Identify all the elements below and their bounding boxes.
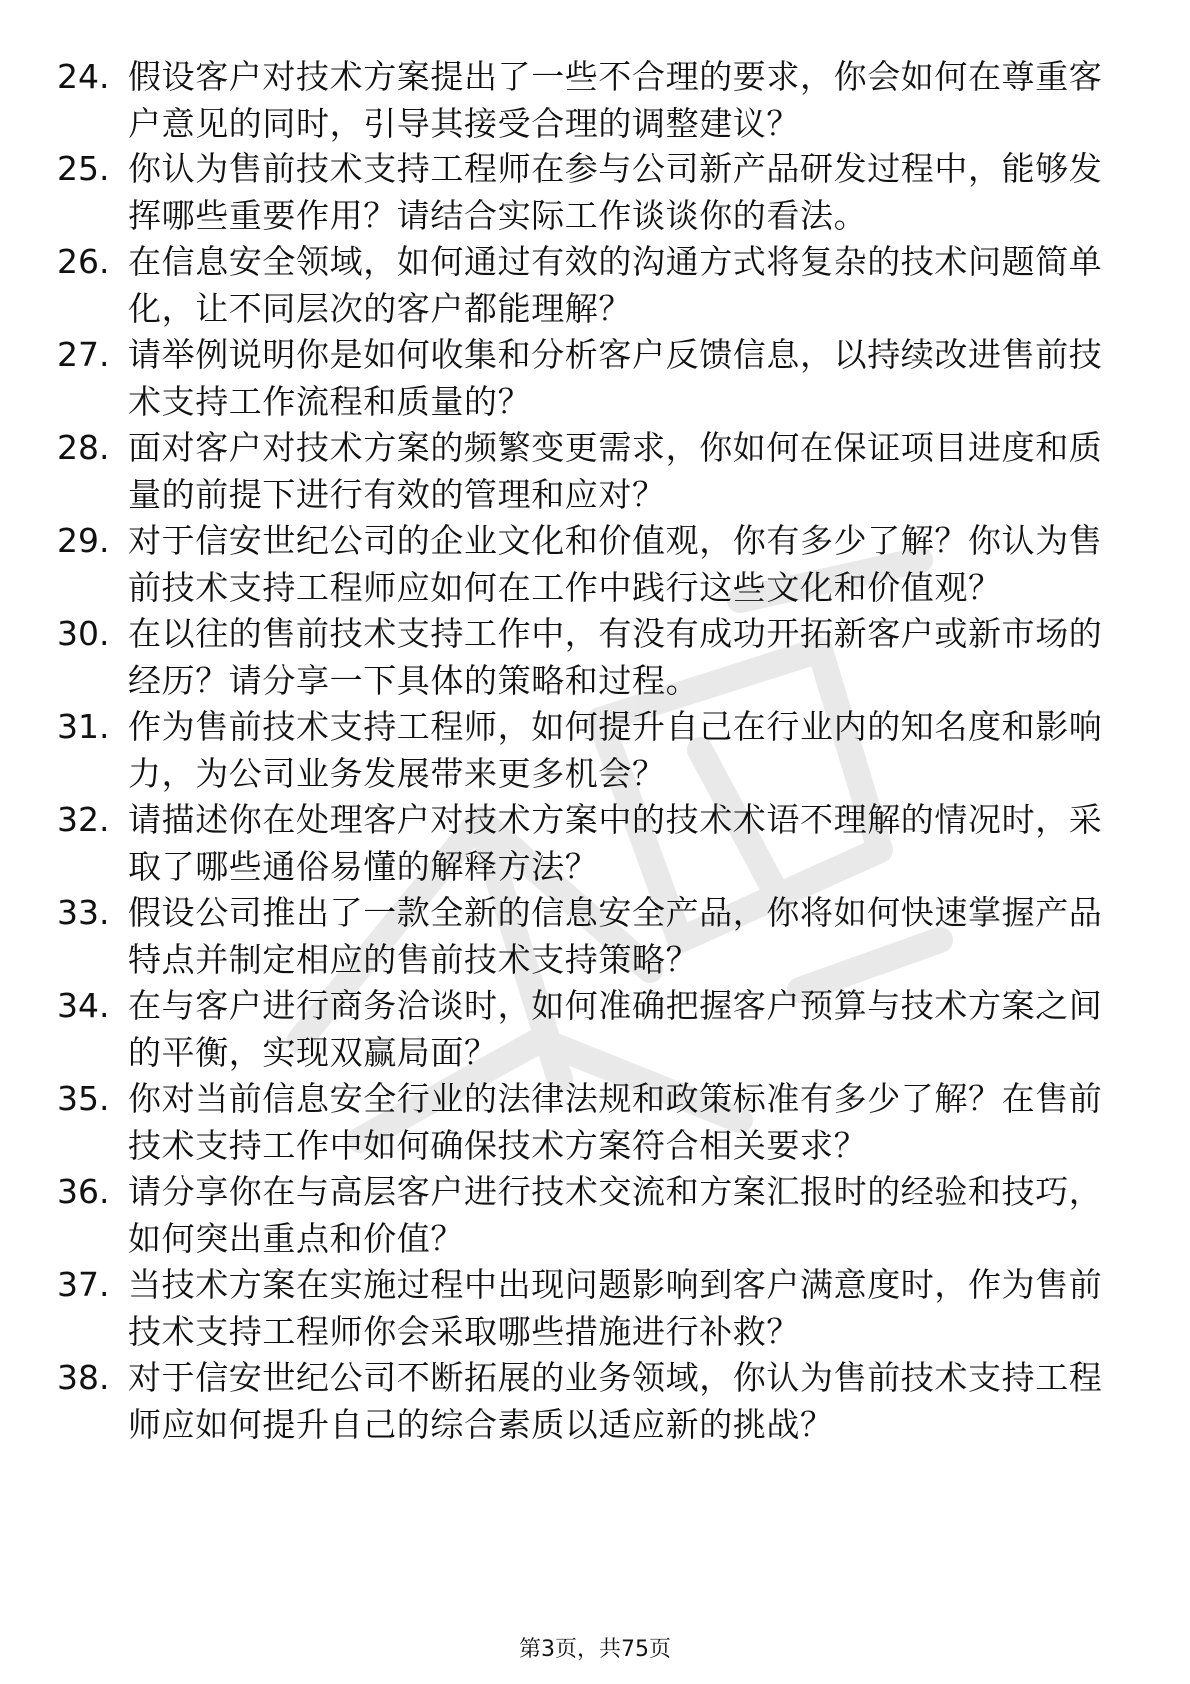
question-item [0, 1261, 1190, 1361]
question-text: 当技术方案在实施过程中出现问题影响到客户满意度时，作为售前技术支持工程师你会采取哪些措施进行补救？ [128, 1265, 1103, 1351]
question-text: 你认为售前技术支持工程师在参与公司新产品研发过程中，能够发挥哪些重要作用？请结合实际工作谈谈你的看法。 [128, 149, 1103, 235]
question-item [0, 424, 1190, 524]
question-item [0, 796, 1190, 896]
question-number: 28. [57, 428, 110, 467]
question-item [0, 889, 1190, 989]
question-number: 33. [57, 893, 110, 932]
question-number: 34. [57, 986, 110, 1025]
question-text: 在与客户进行商务洽谈时，如何准确把握客户预算与技术方案之间的平衡，实现双赢局面？ [128, 986, 1103, 1072]
question-number: 32. [57, 800, 110, 839]
page-number-footer: 第3页，共75页 [519, 1637, 671, 1662]
question-number: 31. [57, 707, 110, 746]
question-text: 你对当前信息安全行业的法律法规和政策标准有多少了解？在售前技术支持工作中如何确保技术方案符合相关要求？ [128, 1079, 1103, 1165]
question-item [0, 53, 1190, 153]
question-text: 对于信安世纪公司的企业文化和价值观，你有多少了解？你认为售前技术支持工程师应如何在工作中践行这些文化和价值观？ [128, 521, 1103, 607]
question-item [0, 331, 1190, 431]
question-item [0, 238, 1190, 338]
question-text: 对于信安世纪公司不断拓展的业务领域，你认为售前技术支持工程师应如何提升自己的综合素质以适应新的挑战？ [128, 1358, 1103, 1444]
question-text: 假设客户对技术方案提出了一些不合理的要求，你会如何在尊重客户意见的同时，引导其接受合理的调整建议？ [128, 57, 1103, 143]
question-text: 在信息安全领域，如何通过有效的沟通方式将复杂的技术问题简单化，让不同层次的客户都能理解？ [128, 242, 1103, 328]
question-number: 25. [57, 149, 110, 188]
question-number: 38. [57, 1358, 110, 1397]
question-item [0, 1354, 1190, 1454]
question-item [0, 517, 1190, 617]
question-item [0, 982, 1190, 1082]
question-text: 请描述你在处理客户对技术方案中的技术术语不理解的情况时，采取了哪些通俗易懂的解释方法？ [128, 800, 1103, 886]
question-number: 26. [57, 242, 110, 281]
question-text: 在以往的售前技术支持工作中，有没有成功开拓新客户或新市场的经历？请分享一下具体的策略和过程。 [128, 614, 1103, 700]
question-number: 35. [57, 1079, 110, 1118]
question-text: 请分享你在与高层客户进行技术交流和方案汇报时的经验和技巧，如何突出重点和价值？ [128, 1172, 1103, 1258]
question-number: 37. [57, 1265, 110, 1304]
question-item [0, 703, 1190, 803]
question-item [0, 1168, 1190, 1268]
question-item [0, 610, 1190, 710]
question-text: 作为售前技术支持工程师，如何提升自己在行业内的知名度和影响力，为公司业务发展带来更多机会？ [128, 707, 1103, 793]
question-number: 36. [57, 1172, 110, 1211]
question-number: 24. [57, 57, 110, 96]
question-number: 29. [57, 521, 110, 560]
question-item [0, 1075, 1190, 1175]
question-number: 27. [57, 335, 110, 374]
question-text: 面对客户对技术方案的频繁变更需求，你如何在保证项目进度和质量的前提下进行有效的管理和应对？ [128, 428, 1103, 514]
question-item [0, 145, 1190, 245]
question-text: 请举例说明你是如何收集和分析客户反馈信息，以持续改进售前技术支持工作流程和质量的？ [128, 335, 1103, 421]
question-text: 假设公司推出了一款全新的信息安全产品，你将如何快速掌握产品特点并制定相应的售前技术支持策略？ [128, 893, 1103, 979]
question-number: 30. [57, 614, 110, 653]
